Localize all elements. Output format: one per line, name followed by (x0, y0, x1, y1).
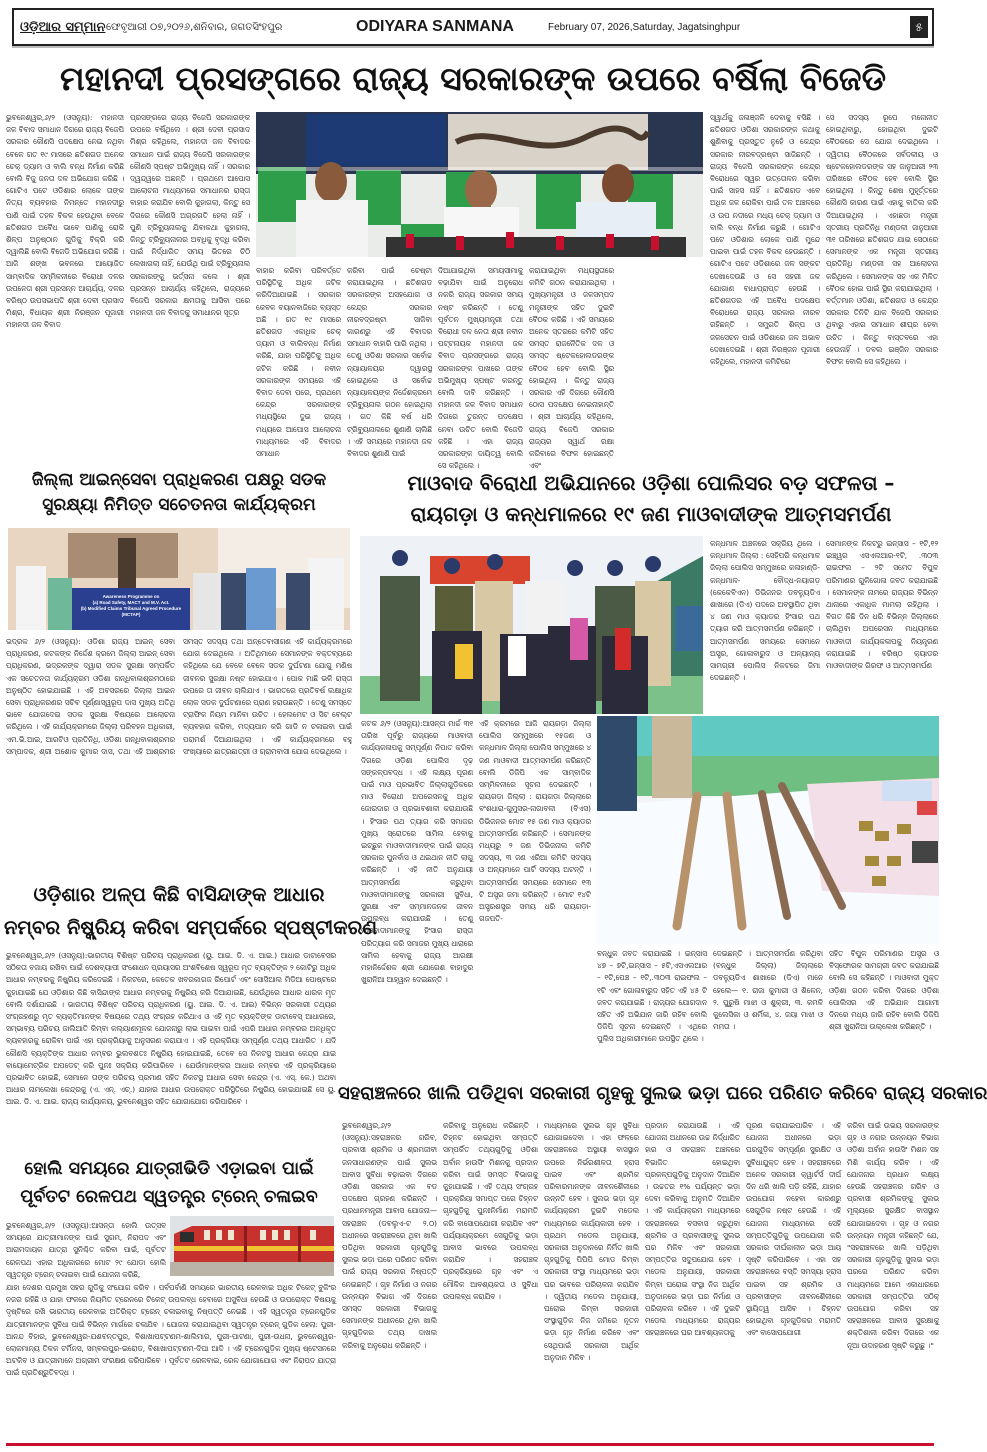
housing-col-2: କରିବାକୁ ଅନୁରୋଧ କରିଛନ୍ତି । ଚିହ୍ନଟ ହୋଇଥିବା ସମ୍ପତ୍ତି ସମ୍ପର୍କିତ ତଥ୍ୟଗୁଡ଼ିକୁ ଓଡ଼ିଶା ଅର୍ବାନ ହାଉସିଂ ମିଶନକୁ ପ୍ରଦାନ କରିବା ପାଇଁ ସମସ୍ତ ବିଭାଗକୁ କୁହାଯାଇଛି । ଏହି ତଥ୍ୟ ସଂଗ୍ରହ ପ୍ରକ୍ରିୟା ସମାପ୍ତ ପରେ ଚିହ୍ନଟ ଗୃହଗୁଡ଼ିକୁ ପୁନଃନିର୍ମାଣ ମରାମତି କରି ବାସୋପଯୋଗୀ କରାଯିବ ଏବଂ ପର୍ଯ୍ୟାୟକ୍ରମେ ସେଗୁଡ଼ିକୁ ଭଡ଼ା ଆବାସ ଭାବରେ ଉପଲବ୍ଧ କରାଯିବ । ସହରାଞ୍ଚଳ ପ୍ରକ୍ରିୟାରେ ଗୃହ ଏବଂ ଏ ମୌଳିକ ଆବଶ୍ୟକତା ଓ ସୁବିଧା ଉପଲବ୍ଧ କରାଯିବ । (443, 1121, 538, 1301)
headline-mahanadi: ମହାନଦୀ ପ୍ରସଙ୍ଗରେ ରାଜ୍ୟ ସରକାରଙ୍କ ଉପରେ ବର୍ଷିଲା ବିଜେଡି (59, 59, 887, 98)
headline-holi-line2: ପୂର୍ବତଟ ରେଳପଥ ସ୍ୱତନ୍ତ୍ର ଟ୍ରେନ୍ ଚଳାଇବ (20, 1187, 318, 1207)
headline-road-safety (4, 468, 354, 520)
page-number: ୫ (910, 16, 928, 38)
mahanadi-col-8: ସେ ସଦସ୍ୟ ରୂପେ ମନୋନୀତ ହୋଇଥିବାରୁ, ହୋଇଥିବା ଦୁଇଟି ବୈଠକରେ ସେ ଯୋଗ ଦେଇଥିଲେ । ଦ୍ୱିତୀୟ ବୈଠକରେ ସର୍ବଦଳୀୟ ଓ ଷ୍ଟେକହୋଲଡରଙ୍କ ସହ ଜାନୁଆରୀ ୨୩ ତାରିଖରେ ବୈଠକ ହେବ ବୋଲି ସ୍ଥିର ହୋଇଥିଲା । କିନ୍ତୁ ଶେଷ ମୁହୂର୍ତ୍ତରେ କୌଣସି କାରଣ ପାଇଁ ଏହାକୁ ବାତିଲ କରି ଦିଆଯାଇଥିଲା । ଏହାଛଡା ମନ୍ତ୍ରୀ ସ୍ତରୀୟ ପ୍ରତିନିଧି ମଣ୍ଡଳୀ ଜାନୁଆରୀ ୩୧ ତାରିଖରେ ଛତିଶଗଡ ଯାଇ ସେଠାରେ ସେମାନଙ୍କ ଏକ ମନ୍ତ୍ରୀ ସ୍ତରୀୟ ପ୍ରତିନିଧି ମଣ୍ଡଳୀ ସହ ଆଲୋଚନା କରିଥିଲେ । ସେମାନଙ୍କ ସହ ଏକ ମିଳିତ ବୈଠକ ହୋଇ ପାଇଁ ସ୍ଥିର କରାଯାଇଥିଲା । ବର୍ତ୍ତମାନ ଓଡିଶା, ଛତିଶଗଡ ଓ କେନ୍ଦ୍ର ସରକାର ତିନିଟି ଯାକ ବିଜେପି ସରକାର ଥିବାରୁ ଏହାର ସମାଧାନ ଶୀଘ୍ର ହେବା ଉଚିତ । କିନ୍ତୁ ବାସ୍ତବରେ ଏହା ହେଉନାହିଁ । ଡବଲ ଇଞ୍ଜିନ ସରକାର ବିଫଳ ବୋଲି ସେ କହିଥିଲେ । (826, 113, 938, 367)
newspaper-logo: ଓଡ଼ିଆର ସମ୍ମାନ (20, 19, 106, 35)
odia-date: ଫେବୃଆରୀ ୦୭,୨୦୨୬,ଶନିବାର, ଜଗତସିଂହପୁର (106, 21, 283, 33)
maoist-col-7: ସହିତ ବିପୁଳ ପରିମାଣର ଅସ୍ତ୍ର ଓ ବିସ୍ଫୋରକ ସାମଗ୍ରୀ ଜବତ କରାଯାଇଛି ବୋଲି ସେ କହିଛନ୍ତି । ମାଓବାଦୀ ମୁକ୍ତ ଓଡ଼ିଶା ଗଠନ କରିବା ଦିଗରେ ଓଡ଼ିଶା ପୋଲିସର ଏହି ଅଭିଯାନ ଆଗାମୀ ଦିନରେ ମଧ୍ୟ ଜାରି ରହିବ ବୋଲି ଡିଜିପି ଶ୍ରୀ ଖୁରାନିଆ ଉଲ୍ଲେଖ କରିଛନ୍ତି । (829, 949, 939, 1032)
mahanadi-col-4: କରିବା ପାଇଁ ଚେଷ୍ଟା କରାଯାଇଥିଲା । ଛତିଶଗଡ ସରକାରଙ୍କ ଅସହଯୋଗ ଓ କେନ୍ଦ୍ର ସରକାର ନୀରବଦ୍ରଷ୍ଟା ସାଜିବା କାରଣରୁ ଏହି ବିବାଦର ସମାଧାନ ବାହାରି ପାରି ନଥିଲା । ତେଣୁ ଓଡିଶା ସରକାର ସର୍ବୋଚ୍ଚ ନ୍ୟାୟାଳୟର ଦ୍ୱାରସ୍ଥ ହୋଇଥିଲେ ଓ ସର୍ବୋଚ୍ଚ ନ୍ୟାୟାଳୟଙ୍କ ନିର୍ଦ୍ଦେଶକ୍ରମେ ଟ୍ରିବ୍ୟୁନାଲ ଗଠନ ହୋଇଥିଲା । ଗତ କିଛି ବର୍ଷ ଧରି ଟ୍ରିବ୍ୟୁନାଲରେ ଶୁଣାଣି ଚାଲିଛି । ଏହି ସମୟରେ ମହାନଦୀ ଜଳ ବିବାଦର ଶୁଣାଣି ପାଇଁ (347, 266, 432, 459)
mahanadi-col-7: ସ୍ୱାର୍ଥକୁ ଜଳାଞ୍ଜଳି ଦେବାକୁ ବସିଛି । ଛତିଶଗଡ ଓଡିଶା ସରକାରଙ୍କ କଥାକୁ ଶୁଣିବାକୁ ପ୍ରସ୍ତୁତ ନୁହେଁ ଓ କେନ୍ଦ୍ର ସରକାର ନୀରବଦ୍ରଷ୍ଟା ସାଜିଛନ୍ତି । ରାଜ୍ୟ ବିଜେପି ସରକାରଙ୍କ କେନ୍ଦ୍ର ବିରୋଧରେ ସ୍ୱର ଉତ୍ତୋଳନ କରିବା ପାଇଁ ସାହସ ନାହିଁ । ଛତିଶଗଡ ଏବେ ଅଧିକ ଜଳ ରୋକିବା ପାଇଁ ତଳ ଅଞ୍ଚଳରେ ଓ ଉପ ନଦୀରେ ମଧ୍ୟ ଚେକ୍ ଡ୍ୟାମ ଓ ବାଲି ବନ୍ଧ ନିର୍ମାଣ କରୁଛି । ଗୋଟିଏ ପଟେ ଓଡିଶାର ଲୋକେ ପାଣି ମୁନ୍ଦେ ପାଇବା ପାଇଁ ତହଳ ବିକଳ ହେଉଛନ୍ତି । ଗୋଟିଏ ପଟେ ଓଡିଶାରେ ଜଳ ସଙ୍କଟ ଦେଖାଦେଉଛି ଓ ସେ ସହରୀ ଜଳ ଯୋଗାଣ ବାଧାପ୍ରାପ୍ତ ହେଉଛି । ଛତିଶଗଡର ଏହି ଅବୈଧ ପଦକ୍ଷେପ ବିରୋଧରେ ରାଜ୍ୟ ସରକାର ନୀରବ ରହିଛନ୍ତି । ସମ୍ପ୍ରତି ଶିଳ୍ପ ଓ ଜଳସେଚନ ପାଇଁ ଓଡିଶାରେ ଜଳ ଅଭାବ ଦେଖାଦେଇଛି । ଶ୍ରୀ ନିରଞ୍ଜନ ପୂଜାରୀ କହିଥିଲେ, ମହାନଦୀ କମିଟିରେ (710, 113, 820, 367)
maoist-col-4: ସେମାନଙ୍କ ନିକଟରୁ ଇନ୍ସାସ – ୧ଟି,୧୨ ଇଞ୍ଚ୍ୱର ଏସଏଲଆର-୧ଟି, .୩୦୩ ରାଇଫଲ – ୨ଟି ସମେତ ବିପୁଳ ପରିମାଣର ଗୁଳିଗୋଳା ଜବତ କରାଯାଇଛି । ସେମାନଙ୍କ ନାମରେ ରାଜ୍ୟର ବିଭିନ୍ନ ଥାନାରେ ଏକାଧିକ ମାମଲା ରହିଥିଲା । ବିଗତ କିଛି ଦିନ ଧରି ବିଭିନ୍ନ ଜିଲ୍ଲାରେ ଚାଲିଥିବା ଅପରେସନ ମାଧ୍ୟମରେ ମାଓବାଦୀ କାର୍ଯ୍ୟକଳାପକୁ ନିୟନ୍ତ୍ରଣ କରାଯାଇଛି । ବରିଷ୍ଠ କ୍ୟାଡର ମାଓବାଦୀଙ୍କ ଗିରଫ ଓ ଆତ୍ମସମର୍ପଣ (826, 539, 938, 671)
housing-col-1: ଭୁବନେଶ୍ୱର,୬/୨ (ଓସନ୍ୟୁ):ସହରାଞ୍ଚଳର ଗରିବ, ପ୍ରବାସୀ ଶ୍ରମିକ ଓ ଶ୍ରମଜୀବୀ ଜନସାଧାରଣଙ୍କ ପାଇଁ ସୁଲଭ ଆବାସ ସୁବିଧା ବଢ଼ାଇବା ଦିଗରେ ଓଡ଼ିଶା ସରକାର ଏକ ବଡ ପଦକ୍ଷେପ ଗ୍ରହଣ କରିଛନ୍ତି । ପ୍ରଧାନମନ୍ତ୍ରୀ ଆବାସ ଯୋଜନା—ସହରାଞ୍ଚଳ (ଡବଲୁଏ-ଟ ୨.୦) ଅଧୀନରେ ସହରାଞ୍ଚଳରେ ଥିବା ଖାଲି ପଡିଥିବା ସରକାରୀ ଗୃହଗୁଡ଼ିକୁ ସୁଲଭ ଭଡ଼ା ଘରେ ପରିଣତ କରିବା ପାଇଁ ରାଜ୍ୟ ସରକାର ନିଷ୍ପତ୍ତି ନେଇଛନ୍ତି । ଗୃହ ନିର୍ମାଣ ଓ ନଗର ଉନ୍ନୟନ ବିଭାଗ ଏହି ଦିଗରେ ସମସ୍ତ ସରକାରୀ ବିଭାଗକୁ ସେମାନଙ୍କ ଅଧୀନରେ ଥିବା ଖାଲି ଗୃହଗୁଡ଼ିକର ତଥ୍ୟ ଦାଖଲ କରିବାକୁ ଅନୁରୋଧ କରିଛନ୍ତି । (342, 1121, 437, 1350)
headline-holi-train (4, 1155, 334, 1215)
holi-train-body: ଯାହା ଦେଶର ପ୍ରମୁଖ ସହର ଗୁଡିକୁ ସଂଯୋଗ କରିବ । ପର୍ବପର୍ବାଣି ସମୟରେ ଭାରତୀୟ ରେଳବାଇ ଅଧିକ ଟିକେଟ୍ ବୁକିଂର ନଜର ରହିଛି ଓ ଯାହା ଫଳରେ ନିୟମିତ ଟ୍ରେନରେ ଟିକେଟ୍ ଉପଲବ୍ଧ ହେବାରେ ଅସୁବିଧା ହେଉଛି ଓ ଉପରୋକ୍ତ ବିଷୟକୁ ଦୃଷ୍ଟିରେ ରଖି ଭାରତୀୟ ରେଳବାଇ ଅତିରିକ୍ତ ଟ୍ରେନ୍ ଚଳାଇବାକୁ ନିଷ୍ପତ୍ତି ନେଇଛି । ଏହି ସ୍ୱତନ୍ତ୍ର ଟ୍ରେନଗୁଡ଼ିକ ଯାତ୍ରୀମାନଙ୍କ ସୁବିଧା ପାଇଁ ବିଭିନ୍ନ ମାର୍ଗରେ ଚଳାଯିବ । ଯୋଜନା କରାଯାଇଥିବା ସ୍ୱତନ୍ତ୍ର ଟ୍ରେନ୍ ଗୁଡିକ ହେଲା: ପୁରୀ-ଆନନ୍ଦ ବିହାର, ଭୁବନେଶ୍ୱର-ଯଶବନ୍ତପୁର, ବିଶାଖାପଟ୍ଟଣମ-ଶାଲିମାର, ପୁରୀ-ପାଟଣା, ପୁରୀ-ଉଧନା, ଭୁବନେଶ୍ୱର-ଲୋକମାନ୍ୟ ତିଳକ ଟର୍ମିନସ, ସମ୍ବଲପୁର-ଇରୋଡ, ବିଶାଖାପଟ୍ଟଣମ-ଦିଘା ଆଦି । ଏହି ଟ୍ରେନଗୁଡ଼ିକ ମୁଖ୍ୟ ଷ୍ଟେସନରେ ଅଟକିବ ଓ ଯାତ୍ରୀମାନେ ଅଗ୍ରୀମ ସଂରକ୍ଷଣ କରିପାରିବେ । ପୂର୍ବତଟ ରେଳବାଇ, ରେଳ ଯୋଗାଯୋଗ ଏବଂ ନିରାପଦ ଯାତ୍ରା ପାଇଁ ପ୍ରତିଶ୍ରୁତିବଦ୍ଧ । (6, 1283, 336, 1378)
mahanadi-col-1: ଭୁବନେଶ୍ୱର,୬/୨ (ଓସନ୍ୟୁ): ମହାନଦୀ ଜଳ ବିବାଦ ସମାଧାନ ଦିଗରେ ରାଜ୍ୟ ବିଜେପି ସରକାର କୌଣସି ପଦକ୍ଷେପ ନେଇ ନଥିବା ବେଳେ ଗତ ୧୯ ମାସରେ ଛତିଶଗଡ ଅନେକ ଚେକ୍ ଡ୍ୟାମ ଓ ବାଲି ବନ୍ଧ ନିର୍ମାଣ କରିଛି ବୋଲି ବିଜୁ ଜନତା ଦଳ ଅଭିଯୋଗ କରିଛି । ଗୋଟିଏ ପଟେ ଓଡିଶାର ଲୋକେ ତାଙ୍କ ନିତ୍ୟ ବ୍ୟବହାର ନିମନ୍ତେ ମହାନଦୀରୁ ପାଣି ପାଇଁ ତହଳ ବିକଳ ହେଉଥିବା ବେଳେ ଛତିଶଗଡ ଅବୈଧ ଭାବେ ପାଣିକୁ ରୋକି ଶିଳ୍ପ ଅନୁଷ୍ଠାନ ଗୁଡିକୁ ବିକ୍ରି କରି ଦ୍ୱାଲିଛି ବୋଲି ବିଜେଡି ଅଭିଯୋଗ କରିଛି । ଆଜି ଶଙ୍ଖ ଭବନରେ ଆୟୋଜିତ ସାମ୍ବାଦିକ ସମ୍ମିଳନୀରେ ବିରୋଧୀ ଦଳର ଉପନେତା ଶ୍ରୀ ପ୍ରସନ୍ନ ଆଚାର୍ଯ୍ୟ, ଦଳର ବରିଷ୍ଠ ଉପସଭାପତି ଶ୍ରୀ ଦେବୀ ପ୍ରସାଦ ମିଶ୍ର, ବିଧାୟକ ଶ୍ରୀ ନିରଞ୍ଜନ ପୂଜାରୀ ମହାନଦୀ ଜଳ ବିବାଦ (6, 113, 124, 330)
banner-line-2: (a) Road Safety, MACT and M.V. Act. (92, 600, 170, 605)
bottom-accent-rule (6, 1443, 934, 1446)
maoist-col-1: କଟକ ୬/୨ (ଓସନ୍ୟୁ):ଆସନ୍ତା ମାର୍ଚ୍ଚ ୩୧ ତାରିଖ ପୂର୍ବରୁ ରାଜ୍ୟରେ ମାଓବାଦୀ କାର୍ଯ୍ୟକଳାପକୁ ସମ୍ପୂର୍ଣ୍ଣ ନିପାତ କରିବା ଦିଗରେ ଓଡ଼ିଶା ପୋଲିସ ଦୃଢ଼ ସଙ୍କଳ୍ପବଦ୍ଧ । ଏହି ଲକ୍ଷ୍ୟ ପୂରଣ ପାଇଁ ମାଓ ପ୍ରଭାବିତ ଜିଲ୍ଲାଗୁଡ଼ିକରେ ମାଓ ବିରୋଧୀ ଅପରେସନକୁ ଅଧିକ ଜୋରଦାର ଓ ପ୍ରଭାବଶାଳୀ କରାଯାଉଛି । ହିଂସାର ପଥ ତ୍ୟାଗ କରି ସମାଜର ମୁଖ୍ୟ ସ୍ରୋତରେ ସାମିଲ ହେବାକୁ ଇଚ୍ଛୁକ ମାଓବାଦୀମାନଙ୍କ ପାଇଁ ରାଜ୍ୟ ସରକାର ପୁନର୍ବାସ ଓ ଥଇଥାନ ନୀତି ଲାଗୁ କରିଛନ୍ତି । ଏହି ନୀତି ଅନୁଯାୟୀ ଆତ୍ମସମର୍ପଣ କରୁଥିବା ମାଓବାଦୀମାନଙ୍କୁ ସରକାରୀ ସୁବିଧା, ସୁରକ୍ଷା ଏବଂ ସମ୍ମାନଜନକ ଜୀବନ ଉପଲବ୍ଧ କରାଯାଉଛି । ତେଣୁ ମାଓବାଦୀମାନଙ୍କୁ ହିଂସାର ରାସ୍ତା ପରିତ୍ୟାଗ କରି ସମାଜର ମୁଖ୍ୟ ଧାରାରେ ସାମିଲ ହେବାକୁ ରାଜ୍ୟ ଆରକ୍ଷୀ ମହାନିର୍ଦ୍ଦେଶକ ଶ୍ରୀ ଯୋଗେଶ ବାହାଦୁର ଖୁରାନିଆ ଆହ୍ୱାନ ଦେଇଛନ୍ତି । (361, 719, 473, 985)
housing-col-4: ପ୍ରଦାନ କରାଯାଉଛି । ଏହି ଯୋଜନା ଅଧୀନରେ ଉଚ୍ଚ ନିର୍ଦ୍ଧାରିତ ହାର ଓ ସହରାଞ୍ଚଳ ଅଞ୍ଚଳରେ ବିଭାଜିତ ହୋଇଥିବା ପ୍ରକଳ୍ପଗୁଡ଼ିକୁ ଅନୁଦାନ ଦିଆଯିବ । ଉଚ୍ଚତର ୧% ପର୍ଯ୍ୟନ୍ତ ଭଡ଼ା ଦେବା କରିବାକୁ ଅନୁମତି ଦିଆଯିବ । ଏହି କାର୍ଯ୍ୟକ୍ରମ ମାଧ୍ୟମରେ ସହରାଞ୍ଚଳରେ ବସବାସ କରୁଥିବା ଶ୍ରମିକ ଓ ପ୍ରବାସୀଙ୍କୁ ସୁଲଭ ଘର ମିଳିବ ଏବଂ ସରକାରୀ ସମ୍ପତ୍ତିର ସଦୁପଯୋଗ ହେବ । ମଡେଲ ଅନୁଯାୟୀ, ସରକାରୀ କିମ୍ବା ଘରୋଇ ସଂସ୍ଥା ନିଜ ଆର୍ଥିକ ଅନୁଦାନରେ ଭଡ଼ା ଘର ନିର୍ମାଣ ଓ ପରିଚାଳନା କରିବେ । ଏହି ଦୁଇଟି ମଡେଲ ମାଧ୍ୟମରେ ରାଜ୍ୟର ସହରାଞ୍ଚଳରେ ଘର ଆବଶ୍ୟକତାକୁ (645, 1121, 740, 1338)
holi-train-lead: ଭୁବନେଶ୍ୱର,୬/୨ (ଓସନ୍ୟୁ):ଆସନ୍ତା ହୋଲି ଉତ୍ସବ ସମୟରେ ଯାତ୍ରୀମାନଙ୍କ ପାଇଁ ସୁଗମ, ନିରାପଦ ଏବଂ ଆରାମଦାୟକ ଯାତ୍ରା ସୁନିଶ୍ଚିତ କରିବା ପାଇଁ, ପୂର୍ବତଟ ରେଳପଥ ଏହାର ଅଧିକାରରେ ମୋଟ ୨୯ ଯୋଡ଼ା ହୋଲି ସ୍ୱତନ୍ତ୍ର ଟ୍ରେନ୍ ଚଳାଇବା ପାଇଁ ଯୋଜନା କରିଛି, (6, 1221, 166, 1279)
masthead (12, 8, 934, 46)
headline-aadhaar (4, 878, 378, 948)
road-safety-photo (8, 528, 350, 630)
seized-weapons-photo (597, 716, 939, 944)
headline-road-safety-line2: ସୁରକ୍ଷ୍ୟା ନିମିତ୍ତ ସଚେତନତା କାର୍ଯ୍ୟକ୍ରମ (42, 495, 316, 515)
headline-maoist-line2: ରାୟଗଡ଼ା ଓ କନ୍ଧମାଳରେ ୧୯ ଜଣ ମାଓବାଦୀଙ୍କ ଆତ୍ମସମର୍ପଣ (410, 502, 892, 526)
headline-maoist (360, 468, 942, 532)
maoist-col-6: ଦେଇଛନ୍ତି । ଆତ୍ମସମର୍ପଣ କରିଥିବା (ବନ୍ଧୁକ ଜିଲ୍ଲା) ଜିଲ୍ଲାରେ ଡବଳ୍ୟୁଡିଏ ଶାଖାରେ (ଡିଏ) ମାନେ ହେଲେ— ୧. ରାଜା କୁମାରୀ ଓ ଶିଳେନ, ୨. ପୁରୁଷି ମାଝୀ ଓ ଶୁକ୍ରୀ, ୩. କମଳି କୁଲେସିକା ଓ ଶର୍ମିଳା, ୪. ଜୟା ମାଝୀ ଓ ମମତା । (713, 949, 823, 1032)
awareness-banner (72, 594, 190, 618)
banner-line-1: Awareness Programme on (102, 594, 160, 599)
newspaper-title: ODIYARA SANMANA (356, 18, 514, 35)
road-safety-body: ଭଦ୍ରକ ୬/୨ (ଓସନ୍ୟୁ): ଓଡିଶା ରାଜ୍ୟ ଆଇନ୍ ସେବା ପ୍ରାଧିକରଣ, କଟକଙ୍କ ନିର୍ଦ୍ଦେଶ କ୍ରମେ ଜିଲ୍ଲା ଆଇନ୍ ସେବା ପ୍ରାଧିକରଣ, ଭଦ୍ରକଙ୍କ ଦ୍ୱାରା ସଡକ ସୁରକ୍ଷା ସମ୍ପର୍କିତ ଏକ ସଚେତନତା କାର୍ଯ୍ୟକ୍ରମ ଓଡିଶା ଗନ୍ଧିବାଳାଶ୍ରମଠାରେ ଅନୁଷ୍ଠିତ ହୋଇଯାଇଛି । ଏହି ଅବସରରେ ଜିଲ୍ଲା ଆଇନ ସେବା ପ୍ରାଧିକରଣର ସଚିବ ପୂର୍ଣ୍ଣାସ୍ୱରୂପ ଦାସ ମୁଖ୍ୟ ଅତିଥି ଭାବେ ଯୋଗଦେଇ ସଡକ ସୁରକ୍ଷା ବିଷୟରେ ଆଲୋଚନା କରିଥିଲେ । ଏହି କାର୍ଯ୍ୟକ୍ରମରେ ଜିଲ୍ଲା ପରିବହନ ଅଧିକାରୀ, ଏମ.ଭି.ଆଇ, ଆରଟିଓ ପ୍ରତିନିଧି, ଓଡିଶା ଗନ୍ଧିବାଳାଶ୍ରମର ସମ୍ପାଦକ, ଶ୍ରୀ ଅଶୋକ କୁମାର ଦାସ, ତଥା ଏହି ଆଶ୍ରମର ସମସ୍ତ ସଦସ୍ୟ ତଥା ଅନ୍ତେବାସୀଗଣ ଏହି କାର୍ଯ୍ୟକ୍ରମରେ ଯୋଗ ଦେଇଥିଲେ । ଅତିଥିମାନେ ସେମାନଙ୍କ ବକ୍ତବ୍ୟରେ କହିଥିଲେ ଯେ ବେଳେ ବେଳେ ସଡକ ଦୁର୍ଘଟଣା ଯୋଗୁ ମଣିଷ ଜୀବନର ସୁରକ୍ଷା ନଷ୍ଟ ହୋଇଯାଏ । ପୋକ ମାଛି ଭଳି ରାସ୍ତା ଉପରେ ତା ଜୀବନ ଚାଲିଯାଏ । ଭାରତରେ ପ୍ରତିବର୍ଷ ଲକ୍ଷାଧିକ ଲୋକ ସଡକ ଦୁର୍ଘଟଣାରେ ପ୍ରାଣ ହରାଉଛନ୍ତି । ତେଣୁ ସମସ୍ତେ ଟ୍ରାଫିକ ନିୟମ ମାନିବା ଉଚିତ । ହେଲମେଟ ଓ ସିଟ ବେଲ୍ଟ ବ୍ୟବହାର କରିବା, ମଦ୍ୟପାନ କରି ଗାଡି ନ ଚଳାଇବା ପାଇଁ ପରାମର୍ଶ ଦିଆଯାଇଥିଲା । ଏହି କାର୍ଯ୍ୟକ୍ରମରେ ବହୁ ସଂଖ୍ୟାରେ ଛାତ୍ରଛାତ୍ରୀ ଓ ଗ୍ରାମବାସୀ ଯୋଗ ଦେଇଥିଲେ । (6, 637, 352, 756)
aadhaar-body: ଭୁବନେଶ୍ୱର,୬/୨ (ଓସନ୍ୟୁ):ଭାରତୀୟ ବିଶିଷ୍ଟ ପରିଚୟ ପ୍ରାଧିକରଣ (ୟୁ. ଆଇ. ଡି. ଏ. ଆଇ.) ଆଧାର ଡାଟାବେସର ସଠିକତା ବଜାୟ ରଖିବା ପାଇଁ ଦେଶବ୍ୟାପୀ ସଂଶୋଧନ ପ୍ରୟାସର ଅଂଶବିଶେଷ ସ୍ୱରୂପ ମୃତ ବ୍ୟକ୍ତିଙ୍କ ୨ କୋଟିରୁ ଅଧିକ ଆଧାର ନମ୍ବରକୁ ନିଷ୍କ୍ରିୟ କରିଦେଇଛି । ନିକଟରେ, କେତେକ ଖବରକାଗଜ ରିପୋର୍ଟ ଏବଂ ସୋସିଆଲ ମିଡିଆ ପୋଷ୍ଟରେ କୁହାଯାଇଛି ଯେ ଓଡ଼ିଶାର କିଛି ବାସିନ୍ଦାଙ୍କ ଆଧାର ନମ୍ବରକୁ ନିଷ୍କ୍ରିୟ କରି ଦିଆଯାଇଛି, ଯେଉଁଥିରେ ଆଧାର ଧାରକ ମୃତ ବୋଲି ଦର୍ଶାଯାଇଛି । ଭାରତୀୟ ବିଶିଷ୍ଟ ପରିଚୟ ପ୍ରାଧିକରଣ (ୟୁ. ଆଇ. ଡି. ଏ. ଆଇ) ବିଭିନ୍ନ ସରକାରୀ ତଥ୍ୟର ସଂଗ୍ରହଣରୁ ମୃତ ବ୍ୟକ୍ତିମାନଙ୍କ ବିଷୟରେ ତଥ୍ୟ ସଂଗ୍ରହ କରିଥାଏ ଓ ଏହି ମୃତ ବ୍ୟକ୍ତିଙ୍କ ଡାଟାବେସ୍ ଆଧାରରେ, ସମ୍ଭାବ୍ୟ ପରିଚୟ ଜାଲିଆତି କିମ୍ବା କଲ୍ୟାଣମୂଳକ ଯୋଜନାରୁ ଲାଭ ପାଇବା ପାଇଁ ଏପରି ଆଧାର ନମ୍ବରର ଅନଧିକୃତ ବ୍ୟବହାରକୁ ରୋକିବା ପାଇଁ ଏହା ପ୍ରକ୍ରିୟାକୁ ଅନୁସରଣ କରାଯାଏ । ଏହି ପ୍ରକ୍ରିୟା ସମ୍ପୂର୍ଣ୍ଣ ତଥ୍ୟ ଆଧାରିତ । ଯଦି କୌଣସି ବ୍ୟକ୍ତିଙ୍କ ଆଧାର ନମ୍ବର ଭୁଲବଶତଃ ନିଷ୍କ୍ରିୟ ହୋଇଯାଇଛି, ତେବେ ସେ ନିକଟସ୍ଥ ଆଧାର କେନ୍ଦ୍ର ଯାଇ ବାୟୋମେଟ୍ରିକ ଅପଡେଟ୍ କରି ପୁନଃ ସକ୍ରିୟ କରିପାରିବେ । ଯେଉଁମାନଙ୍କର ଆଧାର ନମ୍ବର ଏହି ପ୍ରକ୍ରିୟାରେ ପ୍ରଭାବିତ ହୋଇଛି, ସେମାନେ ତାଙ୍କ ପରିଚୟ ପ୍ରମାଣ ସହିତ ନିକଟସ୍ଥ ଆଧାର ସେବା କେନ୍ଦ୍ର (ଏ. ଏସ୍. କେ.) ଅଥବା ଆଧାର ନାମଲେଖା କେନ୍ଦ୍ରକୁ (ଏ. ଏନ୍. ଏଚ୍.) ଯାହାର ଆଧାର ଉପରୋକ୍ତ ପରିସ୍ଥିତିରେ ନିଷ୍କ୍ରିୟ ହୋଇଯାଇଛି ସେ ୟୁ. ଆଇ. ଡି. ଏ. ଆଇ. ରାଜ୍ୟ କାର୍ଯ୍ୟାଳୟ, ଭୁବନେଶ୍ୱର ସହିତ ଯୋଗାଯୋଗ କରିପାରିବେ । (6, 951, 336, 1107)
housing-col-6: କରିବା ପାଇଁ ଉଭୟ ସରକାରଙ୍କ ଗୃହ ଓ ନଗର ଉନ୍ନୟନ ବିଭାଗ ଓଡ଼ିଶା ଅର୍ବାନ ହାଉସିଂ ମିଶନ ସହ ମିଶି କାର୍ଯ୍ୟ କରିବ । ଏହି ଯୋଜନାର ପ୍ରଧାନ ଲକ୍ଷ୍ୟ ହେଉଛି ସହରାଞ୍ଚଳର ଗରିବ ଓ ପ୍ରବାସୀ ଶ୍ରମିକଙ୍କୁ ସୁଲଭ ମୂଲ୍ୟରେ ସୁରକ୍ଷିତ ବାସସ୍ଥାନ ଯୋଗାଇଦେବା । ଗୃହ ଓ ନଗର ଉନ୍ନୟନ ମନ୍ତ୍ରୀ କହିଛନ୍ତି ଯେ, "ସହରାଞ୍ଚଳରେ ଖାଲି ପଡ଼ିଥିବା ସରକାରୀ ଗୃହଗୁଡ଼ିକୁ ସୁଲଭ ଭଡ଼ା ଘରରେ ପରିଣତ କରିବା ମାଧ୍ୟମରେ ଆମେ ଏକାଧାରରେ ସରକାରୀ ସମ୍ପତ୍ତିର ସଠିକ୍ ଉପଯୋଗ କରିବା ସହ ସହରାଞ୍ଚଳରେ ଆବାସ ସୁରକ୍ଷାକୁ ଶକ୍ତିଶାଳୀ କରିବା ଦିଗରେ ଏକ ନୂଆ ଉଦାହରଣ ସୃଷ୍ଟି କରୁଛୁ ।" (847, 1121, 939, 1350)
headline-maoist-line1: ମାଓବାଦ ବିରୋଧୀ ଅଭିଯାନରେ ଓଡ଼ିଶା ପୋଲିସର ବଡ଼ ସଫଳତା – (407, 471, 895, 495)
mahanadi-col-5: ଦିଆଯାଇଥିବା ସମୟସୀମାକୁ ବଢ଼ାଯିବା ପାଇଁ ଅନୁରୋଧ ନକରି ରାଜ୍ୟ ସରକାର ସମୟ ନଷ୍ଟ କରିଛନ୍ତି । ତେଣୁ ପୂର୍ବତନ ମୁଖ୍ୟମନ୍ତ୍ରୀ ତଥା ବିରୋଧୀ ଦଳ ନେତା ଶ୍ରୀ ନବୀନ ପଟ୍ଟନାୟକ ମହାନଦୀ ଜଳ ବିବାଦ ପ୍ରସଙ୍ଗରେ ରାଜ୍ୟ ସରକାରଙ୍କ ପାଖରେ ତାଙ୍କ ଅଭିମୁଖ୍ୟ ସ୍ପଷ୍ଟ କରନ୍ତୁ ବୋଲି ଦାବି କରିଛନ୍ତି । ମହାନଦୀ ଜଳ ବିବାଦ ସମାଧାନ ଦିଗରେ ତୁରନ୍ତ ପଦକ୍ଷେପ ନେବା ଉଚିତ ବୋଲି ବିଜେଡି କହିଛି । ଏହା ରାଜ୍ୟ ସରକାରଙ୍କ ଦାୟିତ୍ୱ ବୋଲି ସେ କହିଥିଲେ । (438, 266, 523, 471)
headline-aadhaar-line2: ନମ୍ବର ନିଷ୍କ୍ରିୟ କରିବା ସମ୍ପର୍କରେ ସ୍ପଷ୍ଟୀକରଣ (4, 916, 378, 939)
surrender-photo (360, 536, 703, 714)
headline-road-safety-line1: ଜିଲ୍ଲା ଆଇନ୍‌ସେବା ପ୍ରାଧିକରଣ ପକ୍ଷରୁ ସଡକ (31, 470, 327, 490)
mahanadi-col-6: କରାଯାଇଥିବା ମଧ୍ୟସ୍ଥତାରେ କମିଟି ଗଠନ କରାଯାଇଥିଲା । ମୁଖ୍ୟମନ୍ତ୍ରୀ ଓ ଜଳସମ୍ପଦ ମନ୍ତ୍ରୀଙ୍କ ସହିତ ଦୁଇଟି ବୈଠକ କରିଛି । ଏହି ସମୟରେ ଅନେକ ସ୍ତରରେ କମିଟି ସହିତ ସମସ୍ତ ରାଜନୈତିକ ଦଳ ଓ ସମସ୍ତ ଷ୍ଟେକହୋଲଡରଙ୍କ ବୈଠକ ହେବ ବୋଲି ସ୍ଥିର ହୋଇଥିଲା । କିନ୍ତୁ ରାଜ୍ୟ ସରକାର ଏହି ଦିଗରେ କୌଣସି ଠୋସ ପଦକ୍ଷେପ ନେଇନାହାନ୍ତି । ଶ୍ରୀ ଆଚାର୍ଯ୍ୟ କହିଥିଲେ, ରାଜ୍ୟ ବିଜେପି ସରକାର ରାଜ୍ୟର ସ୍ୱାର୍ଥ ରକ୍ଷା କରିବାରେ ବିଫଳ ହୋଇଛନ୍ତି ଏବଂ (529, 266, 614, 471)
headline-aadhaar-line1: ଓଡ଼ିଶାର ଅଳ୍ପ କିଛି ବାସିନ୍ଦାଙ୍କ ଆଧାର (33, 883, 325, 906)
seized-weapons-image (597, 716, 939, 944)
press-conference-photo (256, 112, 703, 257)
housing-col-3: ମାଧ୍ୟମରେ ସୁଲଭ ଗୃହ ସୁବିଧା ଯୋଗାଇଦେବା । ଏହା ଫଳରେ ସହରାଞ୍ଚଳରେ ଅସ୍ଥାୟୀ ବାସସ୍ଥାନ ଉପରେ ନିର୍ଭରଶୀଳତା ହ୍ରାସ ପାଇବ ଏବଂ ଶ୍ରମିକ ପରିବାରମାନଙ୍କ ଜୀବନଶୈଳୀରେ ଉନ୍ନତି ହେବ । ସୁଲଭ ଭଡ଼ା ଗୃହ କାର୍ଯ୍ୟକ୍ରମ ଦୁଇଟି ମଡେଲ ମାଧ୍ୟମରେ କାର୍ଯ୍ୟକାରୀ ହେବ । ପ୍ରଥମ ମଡେଲ ଅନୁଯାୟୀ, ସରକାରୀ ଅନୁଦାନରେ ନିର୍ମିତ ଖାଲି ଗୃହଗୁଡ଼ିକୁ ପିପିପି ମୋଡ କିମ୍ବା ସରକାରୀ ସଂସ୍ଥା ମାଧ୍ୟମରେ ଭଡ଼ା ଘର ଭାବରେ ପରିଚାଳନା କରାଯିବ । ଦ୍ୱିତୀୟ ମଡେଲ ଅନୁଯାୟୀ, ଘରୋଇ କିମ୍ବା ସରକାରୀ ସଂସ୍ଥାଗୁଡ଼ିକ ନିଜ ଜମିରେ ନୂତନ ଭଡ଼ା ଗୃହ ନିର୍ମାଣ କରିବେ ଏବଂ ସେଥିପାଇଁ ସରକାରୀ ଆର୍ଥିକ ଅନୁଦାନ ମିଳିବ । (544, 1121, 639, 1362)
press-conference-image (256, 112, 703, 257)
headline-housing: ସହରାଞ୍ଚଳରେ ଖାଲି ପଡିଥିବା ସରକାରୀ ଗୃହକୁ ସୁଲଭ ଭଡ଼ା ଘରେ ପରିଣତ କରିବେ ରାଜ୍ୟ ସରକାର (338, 1083, 987, 1104)
train-photo (170, 1216, 334, 1276)
mahanadi-col-2: ପ୍ରସଙ୍ଗରେ ରାଜ୍ୟ ବିଜେପି ସରକାରଙ୍କ ଉପରେ ବର୍ଷିଥିଲେ । ଶ୍ରୀ ଦେବୀ ପ୍ରସାଦ ମିଶ୍ର କହିଥିଲେ, ମହାନଦୀ ଜଳ ବିବାଦର ସମାଧାନ ପାଇଁ ରାଜ୍ୟ ବିଜେପି ସରକାରଙ୍କ କୌଣସି ସ୍ପଷ୍ଟ ଅଭିମୁଖ୍ୟ ନାହିଁ । ସରକାର ଦ୍ୱନ୍ଦ୍ୱରେ ଅଛନ୍ତି । ପ୍ରଥମେ ଆପୋସ ଆଲୋଚନା ମାଧ୍ୟମରେ ସମାଧାନର ରାସ୍ତା ବାହାର କରାଯିବ ବୋଲି କୁହାଗଲା, କିନ୍ତୁ ସେ ଦିଗରେ କୌଣସି ଅଗ୍ରଗତି ହେଲା ନାହିଁ । ପୁଣି ଟ୍ରିବ୍ୟୁନାଲକୁ ଯିବାକଥା କୁହାଗଲା, କିନ୍ତୁ ଟ୍ରିବ୍ୟୁନାଲର ଅବଧିକୁ ବୃଦ୍ଧି କରିବା ପାଇଁ ନିର୍ଦ୍ଧାରିତ ସମୟ ଭିତରେ ଚିଠି ଲେଖାଗଲା ନାହିଁ, ଯେଉଁଥି ପାଇଁ ଟ୍ରିବ୍ୟୁନାଲ ସରକାରଙ୍କୁ ଭର୍ତ୍ସନା କଲେ । ଶ୍ରୀ ପ୍ରସନ୍ନ ଆଚାର୍ଯ୍ୟ କହିଥିଲେ, ରାଜ୍ୟରେ ବିଜେପି ସରକାର କ୍ଷମତାକୁ ଆସିବା ପରେ ମହାନଦୀ ଜଳ ବିବାଦକୁ ସମାଧାନର ସୂତ୍ର (130, 113, 250, 318)
mahanadi-col-3: ବାହାର କରିବା ପରିବର୍ତ୍ତେ ପରିସ୍ଥିତିକୁ ଅଧିକ ଜଟିଳ କରିଦିଆଯାଇଛି । ସରକାର କେବଳ ବୟାନବାଜିରେ ବ୍ୟସ୍ତ ଅଛି । ଗତ ୧୯ ମାସରେ ଛତିଶଗଡ ଏକାଧିକ ଚେକ୍ ଡ୍ୟାମ ଓ ବାଲିବନ୍ଧ ନିର୍ମାଣ କରିଛି, ଯାହା ପରିସ୍ଥିତିକୁ ଅଧିକ ଜଟିଳ କରିଛି । ନବୀନ ସରକାରଙ୍କ ସମୟରେ ଏହି ବିବାଦ ଦେବା ପରେ, ପ୍ରଥମେ କେନ୍ଦ୍ର ସରକାରଙ୍କ ମଧ୍ୟସ୍ଥିରେ ଦୁଇ ରାଜ୍ୟ ମଧ୍ୟରେ ଆପୋସ ଆଲୋଚନା ମାଧ୍ୟମରେ ଏହି ବିବାଦର ସମାଧାନ (256, 266, 341, 459)
english-date: February 07, 2026,Saturday, Jagatsinghpur (548, 21, 741, 33)
housing-col-5: ପୂରଣ କରାଯାଇପାରିବ । ଏହି ଯୋଜନା ଅଧୀନରେ ଭଡ଼ା ଘରଗୁଡ଼ିକ ସମ୍ପୂର୍ଣ୍ଣ ସୁରକ୍ଷିତ ଓ ସୁବିଧାଯୁକ୍ତ ହେବ । ସହରାଞ୍ଚଳରେ ଅନେକ ସରକାରୀ କ୍ୱାର୍ଟର୍ସ ଦୀର୍ଘ ଦିନ ଧରି ଖାଲି ପଡ଼ି ରହିଛି, ଯାହାର ଉପଯୋଗ ନହେବା କାରଣରୁ ସେଗୁଡ଼ିକ ନଷ୍ଟ ହେଉଛି । ଏହି ଯୋଜନା ମାଧ୍ୟମରେ ସେହି ସମ୍ପତ୍ତିଗୁଡ଼ିକୁ ଉପଯୋଗୀ କରି ସରକାର ଦୀର୍ଘକାଳୀନ ଭଡ଼ା ଆୟ ସୃଷ୍ଟି କରିପାରିବେ । ଏହା ସହ ସହରାଞ୍ଚଳରେ ବସ୍ତି ସମସ୍ୟା ହ୍ରାସ ପାଇବା ସହ ଶ୍ରମିକ ଓ ପ୍ରବାସୀଙ୍କ ଜୀବନଶୈଳୀରେ ସ୍ଥାୟିତ୍ୱ ଆସିବ । ଚିହ୍ନଟ ହୋଇଥିବା ଗୃହଗୁଡ଼ିକର ମରାମତି ଏବଂ ବାସୋପଯୋଗୀ (746, 1121, 841, 1338)
maoist-col-2: ଏହି କ୍ରମରେ ଆଜି ରାୟଗଡ଼ା ଜିଲ୍ଲା ପୋଲିସ ସମ୍ମୁଖରେ ୧୫ଜଣ ଓ କନ୍ଧମାଳ ଜିଲ୍ଲା ପୋଲିସ ସମ୍ମୁଖରେ ୪ ଜଣ ମାଓବାଦୀ ଆତ୍ମସମର୍ପଣ କରିଛନ୍ତି ବୋଲି ଡିଜିପି ଏକ ସାମ୍ବାଦିକ ସମ୍ମିଳନୀରେ ସୂଚନା ଦେଇଛନ୍ତି । ରାୟଗଡ଼ା ଜିଲ୍ଲା : ରାୟଗଡ଼ା ଜିଲ୍ଲାରେ ବଂଶଧାରା-ଗୁମୁସର-ନାଗାବଳୀ (ବିଏସ) ଡିଭିଜନର ମୋଟ ୧୫ ଜଣ ମାଓ କ୍ୟାଡର ଆତ୍ମସମର୍ପଣ କରିଛନ୍ତି । ସେମାନଙ୍କ ମଧ୍ୟରୁ ୨ ଜଣ ଡିଭିଜନାଲ କମିଟି ସଦସ୍ୟ, ୩ ଜଣ ଏରିଆ କମିଟି ସଦସ୍ୟ ଓ ଅନ୍ୟମାନେ ପାର୍ଟି ସଦସ୍ୟ ଅଟନ୍ତି । ଆତ୍ମସମର୍ପଣ ସମୟରେ ସେମାନେ ୧୩ ଟି ଅସ୍ତ୍ର ଜମା କରିଛନ୍ତି । ମୋଟ ୧୪ଟି ଅସ୍ତ୍ରଶସ୍ତ୍ର ସମୟ ଧରି ରାୟଗଡ଼ା-ଗଜପତି- (479, 719, 591, 924)
maoist-col-5: ବନ୍ଧୁକ ଜବତ କରାଯାଇଛି । ଇନ୍ସାସ ୪୭ – ୭ଟି,ଇନ୍ସାସ – ୫ଟି,ଏସଏଲଆର – ୧ଟି,ପେଞ୍ଚ – ୧ଟି,.୩୦୩ ରାଇଫଲ – ୧ଟି ଏବଂ ଗୋଳାବାରୁଦ ସହିତ ଏହି ୪୫ ଟି ଜବତ କରାଯାଇଛି । ରାଜ୍ୟର ଯୋଗଦାନ ସହିତ ଏହି ଅଭିଯାନ ଜାରି ରହିବ ବୋଲି ଡିଜିପି ସୂଚନା ଦେଇଛନ୍ତି । ଏଥିରେ ପୁଲିସ ଅଧିକାରୀମାନେ ଉପସ୍ଥିତ ଥିଲେ । (597, 949, 707, 1044)
surrender-image (360, 536, 703, 714)
maoist-col-3: କନ୍ଧମାଳ ଅଞ୍ଚଳରେ ସକ୍ରିୟ ଥିଲେ । କନ୍ଧମାଳ ଜିଲ୍ଲା : ସେହିପରି କନ୍ଧମାଳ ଜିଲ୍ଲା ପୋଲିସ ସମ୍ମୁଖରେ କଳାହାଣ୍ଡି- କନ୍ଧମାଳ- ବୌଦ୍ଧ-ନୟାଗଡ଼ (କେକେବିଏନ) ଡିଭିଜନର ଡବଳ୍ୟୁଡିଏ ଶାଖାରେ (ଡିଏ) ପଦରେ ଅବସ୍ଥାପିତ ଥିବା ୪ ଜଣ ମାଓ କ୍ୟାଡର ହିଂସାର ପଥ ତ୍ୟାଗ କରି ଆତ୍ମସମର୍ପଣ କରିଛନ୍ତି । ଆତ୍ମସମର୍ପଣ ସମୟରେ ସେମାନେ ଅସ୍ତ୍ର, ଗୋଳାବାରୁଦ ଓ ଅନ୍ୟାନ୍ୟ ସାମଗ୍ରୀ ପୋଲିସ ନିକଟରେ ଜିମା ଦେଇଛନ୍ତି । (710, 539, 820, 683)
banner-line-3: (b) Modified Claims Tribunal Agreed Procedure (MCTAP) (80, 606, 182, 617)
headline-holi-line1: ହୋଲି ସମୟରେ ଯାତ୍ରୀଭିଡି ଏଡ଼ାଇବା ପାଇଁ (24, 1159, 314, 1179)
train-image (170, 1216, 334, 1276)
